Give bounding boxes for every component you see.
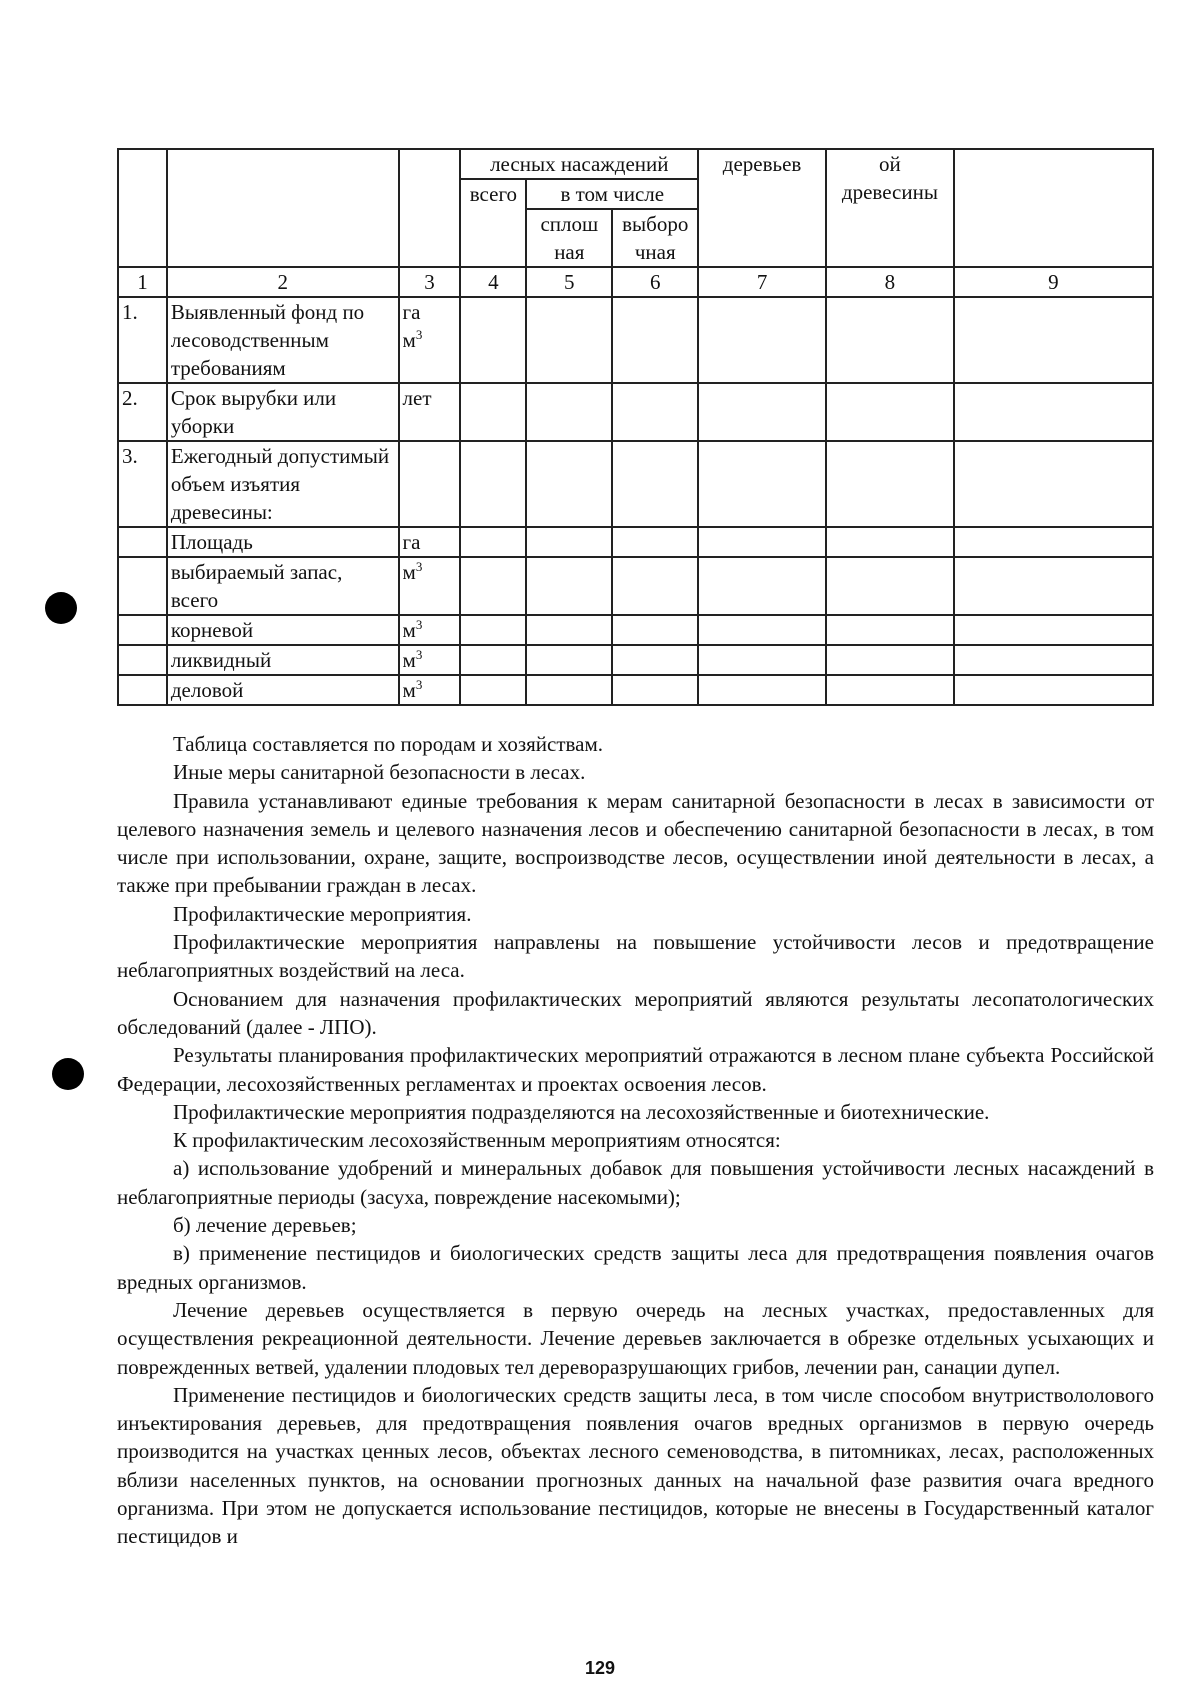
header-cell xyxy=(118,149,167,267)
data-cell xyxy=(954,441,1153,527)
data-cell xyxy=(526,675,612,705)
forest-table xyxy=(117,148,1154,706)
data-cell xyxy=(826,383,954,441)
col-number: 3 xyxy=(399,267,461,297)
data-cell xyxy=(460,645,526,675)
data-cell xyxy=(612,675,698,705)
header-including: в том числе xyxy=(526,179,698,209)
paragraph: Профилактические мероприятия подразделяются на лесохозяйственные и биотехнические. xyxy=(173,1099,990,1124)
data-cell xyxy=(526,297,612,383)
data-cell xyxy=(612,297,698,383)
row-number xyxy=(118,557,167,615)
paragraph: Правила устанавливают единые требования к мерам санитарной безопасности в лесах в зависимости от целевого назначения земель и целевого назначения лесов и обеспечению санитарной безопасности в лесах, в том числе при использовании, охране, защите, воспроизводстве лесов, осуществлении иной деятельности в лесах, а также при пребывании граждан в лесах. xyxy=(117,788,1154,898)
paragraph: б) лечение деревьев; xyxy=(173,1213,357,1238)
paragraph: Таблица составляется по породам и хозяйствам. xyxy=(173,732,604,756)
data-cell xyxy=(826,615,954,645)
row-number xyxy=(118,527,167,557)
row-number xyxy=(118,645,167,675)
data-cell xyxy=(460,527,526,557)
data-cell xyxy=(954,527,1153,557)
row-number xyxy=(118,675,167,705)
data-cell xyxy=(460,557,526,615)
data-cell xyxy=(612,645,698,675)
table-row xyxy=(118,441,1153,527)
data-cell xyxy=(954,297,1153,383)
punch-hole-icon xyxy=(52,1058,84,1090)
paragraph: Основанием для назначения профилактических мероприятий являются результаты лесопатологических обследований (далее - ЛПО). xyxy=(117,986,1154,1039)
row-number: 1. xyxy=(118,297,167,383)
table-row xyxy=(118,297,1153,383)
data-cell xyxy=(612,615,698,645)
data-cell xyxy=(826,297,954,383)
data-cell xyxy=(526,441,612,527)
data-cell xyxy=(954,675,1153,705)
paragraph: Профилактические мероприятия. xyxy=(173,901,472,926)
paragraph: Результаты планирования профилактических мероприятий отражаются в лесном плане субъекта Российской Федерации, лесохозяйственных регламентах и проектах освоения лесов. xyxy=(117,1043,1154,1096)
data-cell xyxy=(460,441,526,527)
row-unit xyxy=(399,441,461,527)
header-forest-stands: лесных насаждений xyxy=(460,149,698,179)
table-row xyxy=(118,383,1153,441)
row-name: корневой xyxy=(167,615,399,645)
paragraph: в) применение пестицидов и биологических средств защиты леса для предотвращения появления очагов вредных организмов. xyxy=(117,1241,1154,1294)
data-cell xyxy=(826,557,954,615)
data-cell xyxy=(826,645,954,675)
row-name: Выявленный фонд по лесоводственным требованиям xyxy=(167,297,399,383)
paragraph: а) использование удобрений и минеральных добавок для повышения устойчивости лесных насаждений в неблагоприятные периоды (засуха, повреждение насекомыми); xyxy=(117,1156,1154,1209)
data-cell xyxy=(526,645,612,675)
data-cell xyxy=(526,557,612,615)
row-unit: $м^3$ xyxy=(399,615,461,645)
data-cell xyxy=(954,615,1153,645)
row-unit: $м^3$ xyxy=(399,557,461,615)
table-row xyxy=(118,527,1153,557)
row-name: Ежегодный допустимый объем изъятия древесины: xyxy=(167,441,399,527)
data-cell xyxy=(460,297,526,383)
page-number: 129 xyxy=(584,1658,616,1678)
data-cell xyxy=(698,675,826,705)
table-row xyxy=(118,675,1153,705)
data-cell xyxy=(612,441,698,527)
paragraph: Иные меры санитарной безопасности в лесах. xyxy=(173,760,586,785)
data-cell xyxy=(612,527,698,557)
data-cell xyxy=(954,645,1153,675)
header-cell xyxy=(399,149,461,267)
data-cell xyxy=(698,297,826,383)
header-wood: ой древесины xyxy=(826,149,954,267)
data-cell xyxy=(698,645,826,675)
paragraph: Профилактические мероприятия направлены на повышение устойчивости лесов и предотвращение неблагоприятных воздействий на леса. xyxy=(117,930,1154,983)
table-row xyxy=(118,615,1153,645)
col-number: 7 xyxy=(698,267,826,297)
data-cell xyxy=(698,441,826,527)
row-unit: лет xyxy=(399,383,461,441)
data-cell xyxy=(526,527,612,557)
col-number: 4 xyxy=(460,267,526,297)
col-number: 6 xyxy=(612,267,698,297)
col-number: 2 xyxy=(167,267,399,297)
data-cell xyxy=(612,557,698,615)
row-name: выбираемый запас, всего xyxy=(167,557,399,615)
row-number xyxy=(118,615,167,645)
row-number: 2. xyxy=(118,383,167,441)
header-selective: выборо чная xyxy=(612,209,698,267)
data-cell xyxy=(526,383,612,441)
data-cell xyxy=(526,615,612,645)
row-name: деловой xyxy=(167,675,399,705)
row-unit: $м^3$ xyxy=(399,675,461,705)
data-cell xyxy=(698,527,826,557)
body-text xyxy=(117,730,1154,1551)
data-cell xyxy=(612,383,698,441)
data-cell xyxy=(460,615,526,645)
row-unit: $м^3$ xyxy=(399,645,461,675)
data-cell xyxy=(826,527,954,557)
header-total: всего xyxy=(460,179,526,267)
paragraph: К профилактическим лесохозяйственным мероприятиям относятся: xyxy=(173,1128,781,1153)
data-cell xyxy=(698,615,826,645)
col-number: 1 xyxy=(118,267,167,297)
data-cell xyxy=(460,383,526,441)
header-cell xyxy=(167,149,399,267)
table-row xyxy=(118,645,1153,675)
punch-hole-icon xyxy=(45,592,77,624)
table-row xyxy=(118,557,1153,615)
data-cell xyxy=(954,383,1153,441)
col-number: 5 xyxy=(526,267,612,297)
paragraph: Применение пестицидов и биологических средств защиты леса, в том числе способом внутриствололового инъектирования деревьев, для предотвращения появления очагов вредных организмов в первую очередь производится на участках ценных лесов, объектах лесного семеноводства, в питомниках, лесах, расположенных вблизи населенных пунктов, на основании прогнозных данных на начальной фазе развития очага вредного организма. При этом не допускается использование пестицидов, которые не внесены в Государственный каталог пестицидов и xyxy=(117,1382,1154,1549)
paragraph: Лечение деревьев осуществляется в первую очередь на лесных участках, предоставленных для осуществления рекреационной деятельности. Лечение деревьев заключается в обрезке отдельных усыхающих и поврежденных ветвей, удалении плодовых тел дереворазрушающих грибов, лечении ран, санации дупел. xyxy=(117,1297,1154,1379)
data-cell xyxy=(698,383,826,441)
data-cell xyxy=(954,557,1153,615)
header-solid: сплош ная xyxy=(526,209,612,267)
data-cell xyxy=(826,675,954,705)
row-name: ликвидный xyxy=(167,645,399,675)
row-name: Срок вырубки или уборки xyxy=(167,383,399,441)
row-number: 3. xyxy=(118,441,167,527)
header-cell xyxy=(954,149,1153,267)
data-cell xyxy=(826,441,954,527)
data-cell xyxy=(698,557,826,615)
data-cell xyxy=(460,675,526,705)
row-name: Площадь xyxy=(167,527,399,557)
col-number: 9 xyxy=(954,267,1153,297)
header-trees: деревьев xyxy=(698,149,826,267)
col-number: 8 xyxy=(826,267,954,297)
row-unit: га $м^3$ xyxy=(399,297,461,383)
row-unit: га xyxy=(399,527,461,557)
